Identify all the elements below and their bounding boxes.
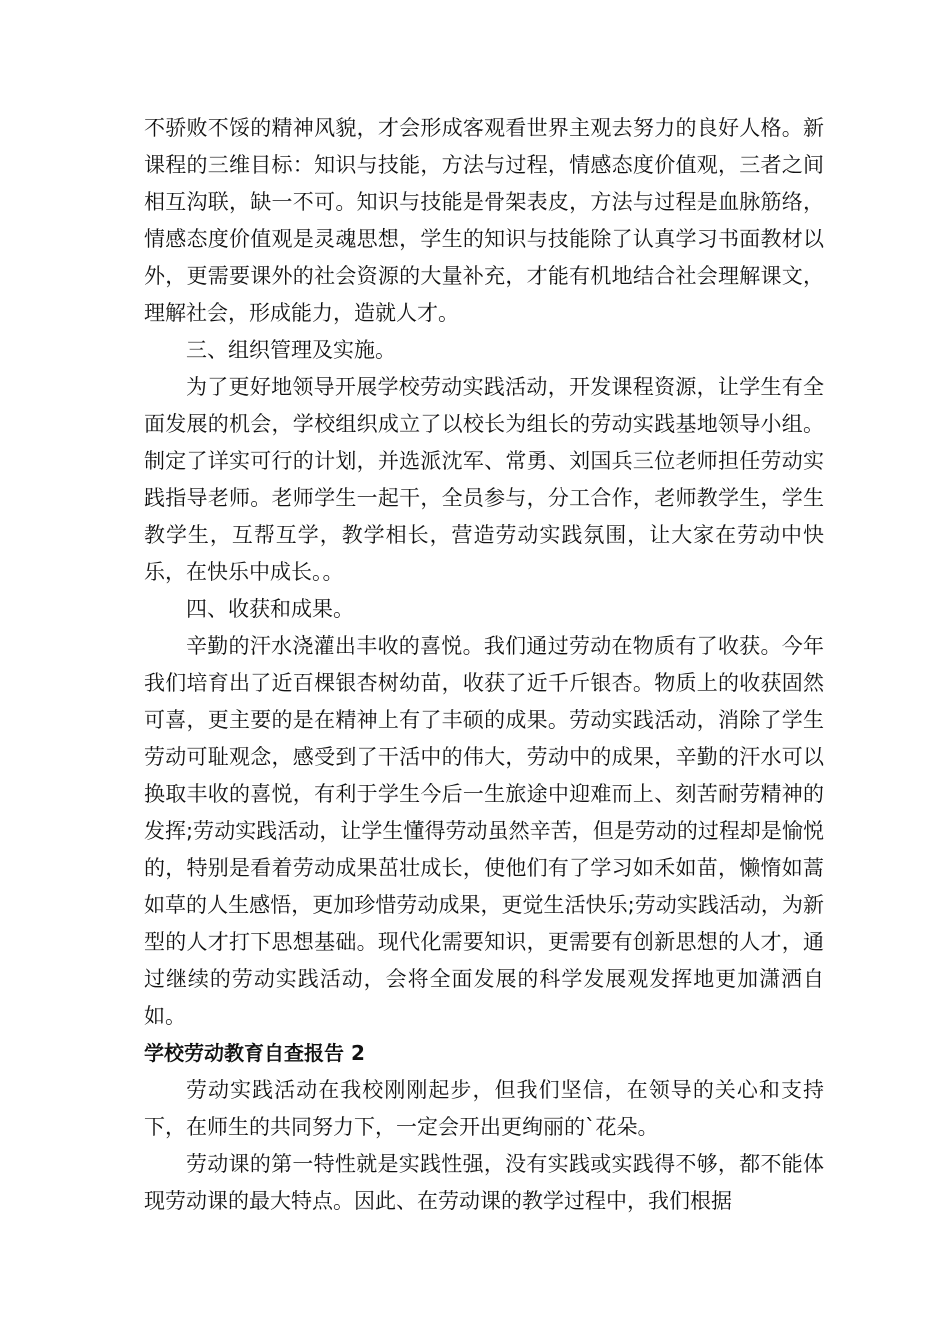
paragraph-report-practice: 劳动课的第一特性就是实践性强，没有实践或实践得不够，都不能体现劳动课的最大特点。因此、在劳动课的教学过程中，我们根据 <box>144 1152 824 1213</box>
paragraph-organization: 为了更好地领导开展学校劳动实践活动，开发课程资源，让学生有全面发展的机会，学校组织成立了以校长为组长的劳动实践基地领导小组。制定了详实可行的计划，并选派沈军、常勇、刘国兵三位老师担任劳动实践指导老师。老师学生一起干，全员参与，分工合作，老师教学生，学生教学生，互帮互学，教学相长，营造劳动实践氛围，让大家在劳动中快乐，在快乐中成长。。 <box>144 375 824 584</box>
document-body <box>144 110 824 1220</box>
paragraph-report-intro: 劳动实践活动在我校刚刚起步，但我们坚信，在领导的关心和支持下，在师生的共同努力下，一定会开出更绚丽的`花朵。 <box>144 1078 824 1139</box>
report-title: 学校劳动教育自查报告 2 <box>144 1041 365 1065</box>
paragraph-results: 辛勤的汗水浇灌出丰收的喜悦。我们通过劳动在物质有了收获。今年我们培育出了近百棵银杏树幼苗，收获了近千斤银杏。物质上的收获固然可喜，更主要的是在精神上有了丰硕的成果。劳动实践活动，消除了学生劳动可耻观念，感受到了干活中的伟大，劳动中的成果，辛勤的汗水可以换取丰收的喜悦，有利于学生今后一生旅途中迎难而上、刻苦耐劳精神的发挥;劳动实践活动，让学生懂得劳动虽然辛苦，但是劳动的过程却是愉悦的，特别是看着劳动成果茁壮成长，使他们有了学习如禾如苗，懒惰如蒿如草的人生感悟，更加珍惜劳动成果，更觉生活快乐;劳动实践活动，为新型的人才打下思想基础。现代化需要知识，更需要有创新思想的人才，通过继续的劳动实践活动，会将全面发展的科学发展观发挥地更加潇洒自如。 <box>144 634 824 1028</box>
paragraph-continuation: 不骄败不馁的精神风貌，才会形成客观看世界主观去努力的良好人格。新课程的三维目标：知识与技能，方法与过程，情感态度价值观，三者之间相互沟联，缺一不可。知识与技能是骨架表皮，方法与过程是血脉筋络，情感态度价值观是灵魂思想，学生的知识与技能除了认真学习书面教材以外，更需要课外的社会资源的大量补充，才能有机地结合社会理解课文，理解社会，形成能力，造就人才。 <box>144 116 824 325</box>
section-heading-results: 四、收获和成果。 <box>186 597 354 621</box>
section-heading-organization: 三、组织管理及实施。 <box>186 338 396 362</box>
